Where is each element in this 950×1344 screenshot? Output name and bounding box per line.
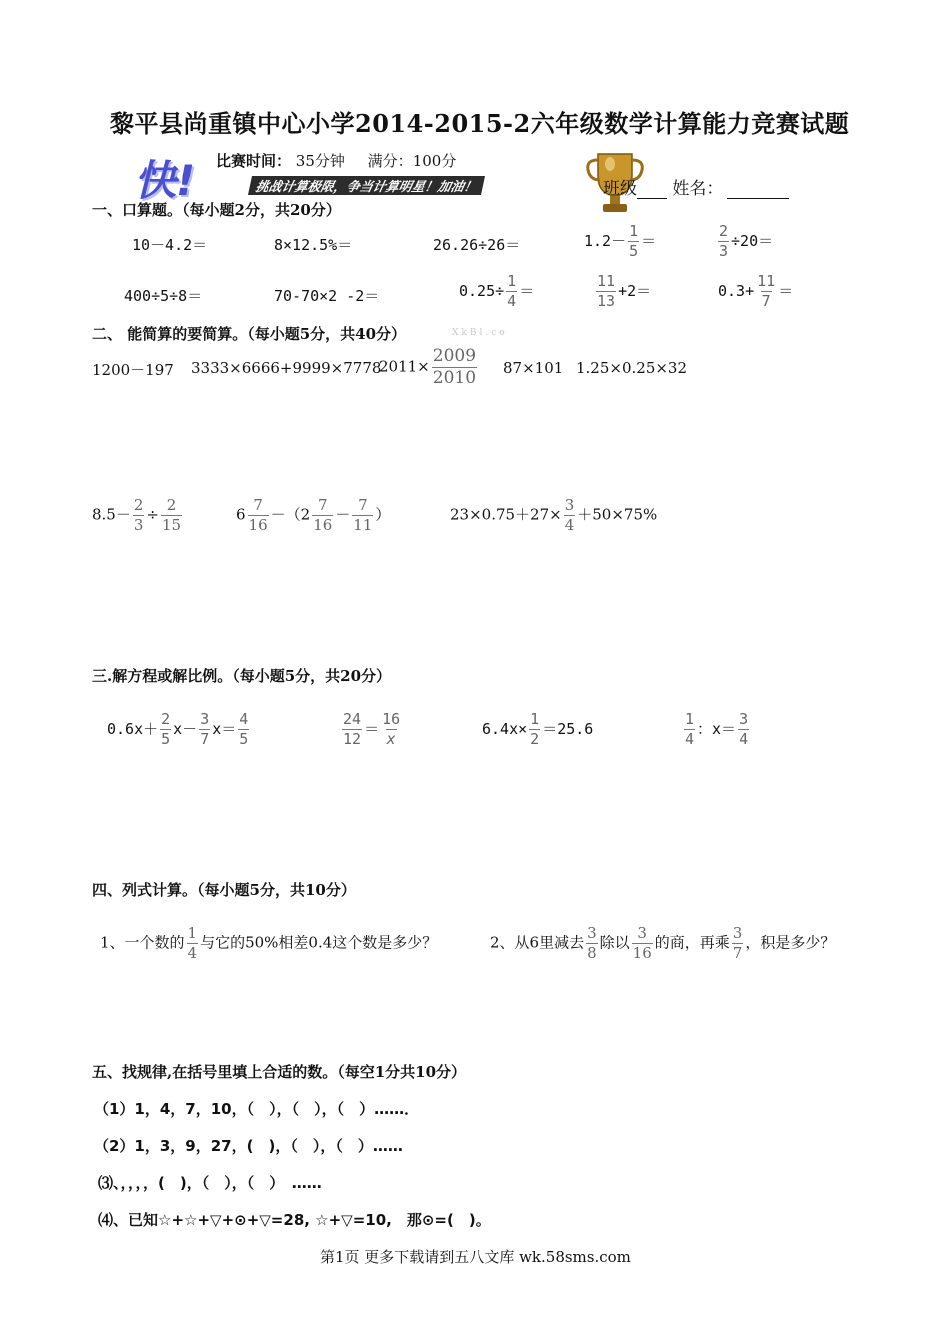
frac-den: 13 [597, 292, 616, 310]
s4-q2-post: ，积是多少？ [745, 933, 836, 952]
frac-num: 1 [685, 710, 695, 728]
s2-q5: 1.25×0.25×32 [576, 359, 688, 377]
s3-q3-pre: 6.4x× [482, 720, 528, 738]
frac-num: 11 [597, 272, 616, 290]
slogan-banner: 挑战计算极限，争当计算明星！加油！ [248, 176, 485, 195]
frac-num: 3 [739, 710, 749, 728]
name-label: 姓名： [672, 179, 724, 199]
s1-q10-pre: 0.3+ [718, 282, 755, 300]
score-label: 满分： [367, 152, 413, 170]
frac-num: 3 [587, 924, 597, 942]
s5-line-3: ⑶、，，，，( )，（ ），（ ） …… [98, 1174, 322, 1192]
s2-q3 [379, 348, 479, 387]
s1-q8 [459, 274, 534, 309]
s1-q4-pre: 1.2－ [584, 232, 627, 250]
s1-q10 [718, 274, 793, 309]
time-info [216, 150, 456, 171]
time-value: 35分钟 [295, 152, 345, 170]
s2-q6-mid: ÷ [146, 505, 159, 524]
page-title: 黎平县尚重镇中心小学2014-2015-2六年级数学计算能力竞赛试题 [110, 109, 850, 138]
s2-q7-post: ） [375, 505, 391, 524]
s2-q7-mid2: － [335, 505, 351, 524]
frac-den: 15 [161, 516, 182, 534]
frac-den: 11 [353, 516, 373, 534]
frac-den: 8 [587, 944, 597, 962]
page-footer: 第1页 更多下载请到五八文库 wk.58sms.com [320, 1248, 631, 1266]
frac-num: 1 [187, 924, 198, 942]
s1-q8-post: ＝ [519, 282, 535, 300]
s3-q4 [682, 712, 751, 747]
s1-q9-post: +2＝ [618, 282, 652, 300]
s3-q2 [340, 712, 403, 747]
frac-den: 4 [187, 944, 198, 962]
s1-q1: 10－4.2＝ [132, 236, 208, 254]
s5-line-1: （1）1，4，7，10，（ ），（ ），（ ）……． [94, 1100, 420, 1118]
frac-den: 16 [313, 516, 333, 534]
s5-line-2: （2）1，3，9，27，( )，（ ），（ ）…… [94, 1137, 403, 1155]
s2-q6-pre: 8.5－ [92, 505, 131, 524]
section4-heading: 四、列式计算。（每小题5分，共10分） [92, 881, 356, 899]
frac-num: 2 [166, 496, 177, 514]
frac-num: 2 [719, 222, 729, 240]
s5-line-4: ⑷、已知☆+☆+▽+⊙+▽=28, ☆+▽=10, 那⊙=( )。 [98, 1211, 491, 1229]
s3-q1-mid: x－ [173, 720, 198, 738]
section5-heading: 五、找规律,在括号里填上合适的数。（每空1分共10分） [92, 1063, 467, 1081]
s3-q4-mid: ：x＝ [697, 720, 737, 738]
s4-q2 [490, 926, 835, 961]
frac-den: 7 [200, 730, 210, 748]
s1-q4-post: ＝ [641, 232, 657, 250]
s3-q3-post: ＝25.6 [542, 720, 594, 738]
frac-num: 3 [564, 496, 575, 514]
frac-den: 2 [530, 730, 540, 748]
frac-den: 5 [239, 730, 249, 748]
s3-q3 [482, 712, 593, 747]
s3-q1-pre: 0.6x＋ [107, 720, 159, 738]
frac-den: 12 [343, 730, 362, 748]
s4-q2-mid: 除以 [599, 933, 630, 952]
frac-num: 2009 [432, 346, 477, 366]
s4-q1-pre: 1、一个数的 [100, 933, 185, 952]
s2-q7-whole: 6 [236, 505, 246, 524]
frac-den: 4 [564, 516, 575, 534]
section1-heading: 一、口算题。（每小题2分，共20分） [92, 201, 341, 219]
s1-q8-pre: 0.25÷ [459, 282, 505, 300]
frac-den: 16 [248, 516, 268, 534]
frac-num: 4 [239, 710, 249, 728]
s3-q1-mid2: x＝ [212, 720, 237, 738]
frac-num: 11 [757, 272, 776, 290]
watermark-text: XkBl.co [452, 328, 508, 338]
frac-den: x [386, 730, 396, 748]
frac-den: 2010 [432, 368, 477, 388]
frac-den: 7 [732, 944, 743, 962]
frac-num: 3 [200, 710, 210, 728]
score-value: 100分 [412, 152, 457, 170]
s1-q2: 8×12.5%＝ [274, 236, 353, 254]
frac-den: 4 [507, 292, 517, 310]
frac-num: 1 [530, 710, 540, 728]
s4-q1 [100, 926, 437, 961]
frac-num: 16 [382, 710, 401, 728]
frac-num: 7 [253, 496, 263, 514]
s1-q6: 400÷5÷8＝ [124, 287, 203, 305]
s1-q10-post: ＝ [778, 282, 794, 300]
s3-q2-mid: ＝ [364, 720, 380, 738]
s2-q7 [236, 498, 390, 533]
logo-kuai: 快! [134, 156, 196, 205]
frac-den: 4 [739, 730, 749, 748]
class-name-fields [603, 174, 789, 199]
frac-den: 3 [133, 516, 144, 534]
s4-q1-post: 与它的50%相差0.4这个数是多少？ [200, 933, 438, 952]
frac-num: 1 [507, 272, 517, 290]
s2-q4: 87×101 [503, 359, 564, 377]
frac-num: 2 [161, 710, 171, 728]
s2-q8-post: ＋50×75% [577, 505, 658, 524]
s2-q2: 3333×6666+9999×7778 [191, 359, 382, 377]
time-label: 比赛时间： [216, 152, 292, 170]
s2-q7-mid: －（2 [270, 505, 311, 524]
class-blank[interactable] [637, 182, 667, 199]
frac-num: 24 [343, 710, 362, 728]
frac-num: 7 [358, 496, 368, 514]
name-blank[interactable] [727, 182, 789, 199]
s4-q2-mid2: 的商，再乘 [654, 933, 730, 952]
s1-q5-post: ÷20＝ [731, 232, 774, 250]
class-label: 班级 [603, 179, 637, 199]
section2-heading: 二、 能简算的要简算。（每小题5分，共40分） [92, 325, 407, 343]
frac-den: 16 [632, 944, 652, 962]
frac-num: 7 [317, 496, 328, 514]
s2-q8 [450, 498, 657, 533]
s2-q1: 1200－197 [92, 361, 174, 379]
s2-q3-pre: 2011× [379, 357, 430, 376]
section3-heading: 三.解方程或解比例。（每小题5分，共20分） [92, 667, 392, 685]
s1-q3: 26.26÷26＝ [433, 236, 521, 254]
frac-den: 4 [685, 730, 695, 748]
frac-num: 1 [629, 222, 639, 240]
s1-q7: 70-70×2 -2＝ [274, 287, 380, 305]
frac-den: 3 [719, 242, 729, 260]
s1-q4 [584, 224, 656, 259]
s2-q6 [92, 498, 184, 533]
frac-den: 7 [761, 292, 771, 310]
frac-den: 5 [629, 242, 639, 260]
frac-num: 3 [637, 924, 647, 942]
frac-den: 5 [161, 730, 171, 748]
s2-q8-pre: 23×0.75＋27× [450, 505, 562, 524]
s3-q1 [107, 712, 251, 747]
frac-num: 2 [133, 496, 144, 514]
s4-q2-pre: 2、从6里减去 [490, 933, 585, 952]
frac-num: 3 [732, 924, 743, 942]
s1-q5 [716, 224, 773, 259]
s1-q9 [594, 274, 651, 309]
